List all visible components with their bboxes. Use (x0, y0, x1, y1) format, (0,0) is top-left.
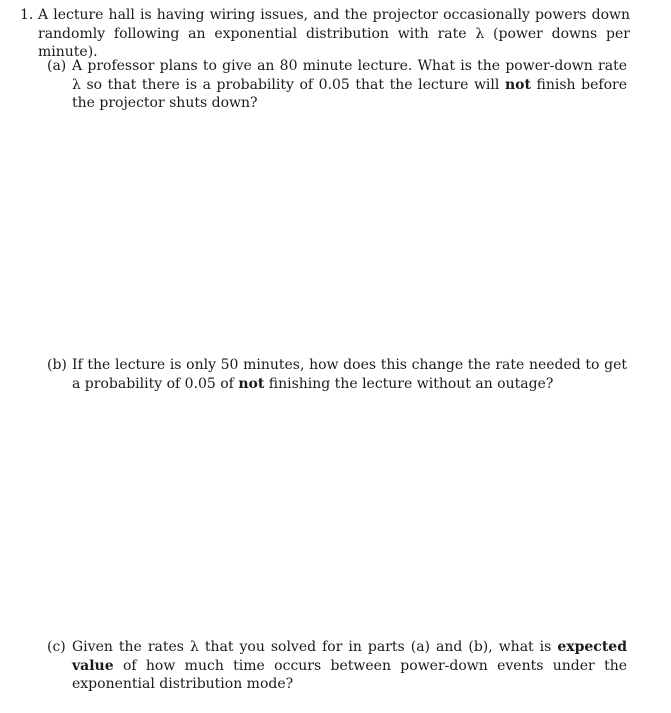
part-b-text-1: If the lecture is only 50 minutes, how does this change the rate needed to get a probability of 0.05 of (72, 357, 627, 392)
problem-header (20, 6, 630, 62)
problem-1 (20, 6, 630, 62)
part-b (47, 356, 627, 393)
part-b-label: (b) (47, 357, 67, 373)
part-c-text-1: Given the rates λ that you solved for in parts (a) and (b), what is (72, 639, 558, 655)
part-c-label: (c) (47, 639, 66, 655)
part-a-emphasis: not (504, 76, 531, 93)
part-c-text-2: of how much time occurs between power-down events under the exponential distribution mode? (72, 657, 627, 692)
part-c-question (72, 638, 627, 694)
problem-statement: A lecture hall is having wiring issues, and the projector occasionally powers down randomly following an exponential distribution with rate λ (power downs per minute). (38, 7, 630, 60)
part-b-emphasis: not (238, 375, 265, 392)
part-a-text-1: A professor plans to give an 80 minute lecture. What is the power-down rate λ so that there is a probability of 0.05 that the lecture will (72, 58, 627, 93)
part-a (47, 57, 627, 113)
part-a-text-2: finish before the projector shuts down? (72, 76, 627, 111)
part-a-question (72, 57, 627, 113)
part-c-emphasis: expected value (72, 639, 627, 674)
part-b-question (72, 356, 627, 393)
part-a-label: (a) (47, 58, 67, 74)
problem-number: 1. (20, 7, 34, 23)
part-c (47, 638, 627, 694)
part-b-text-2: finishing the lecture without an outage? (264, 375, 554, 392)
